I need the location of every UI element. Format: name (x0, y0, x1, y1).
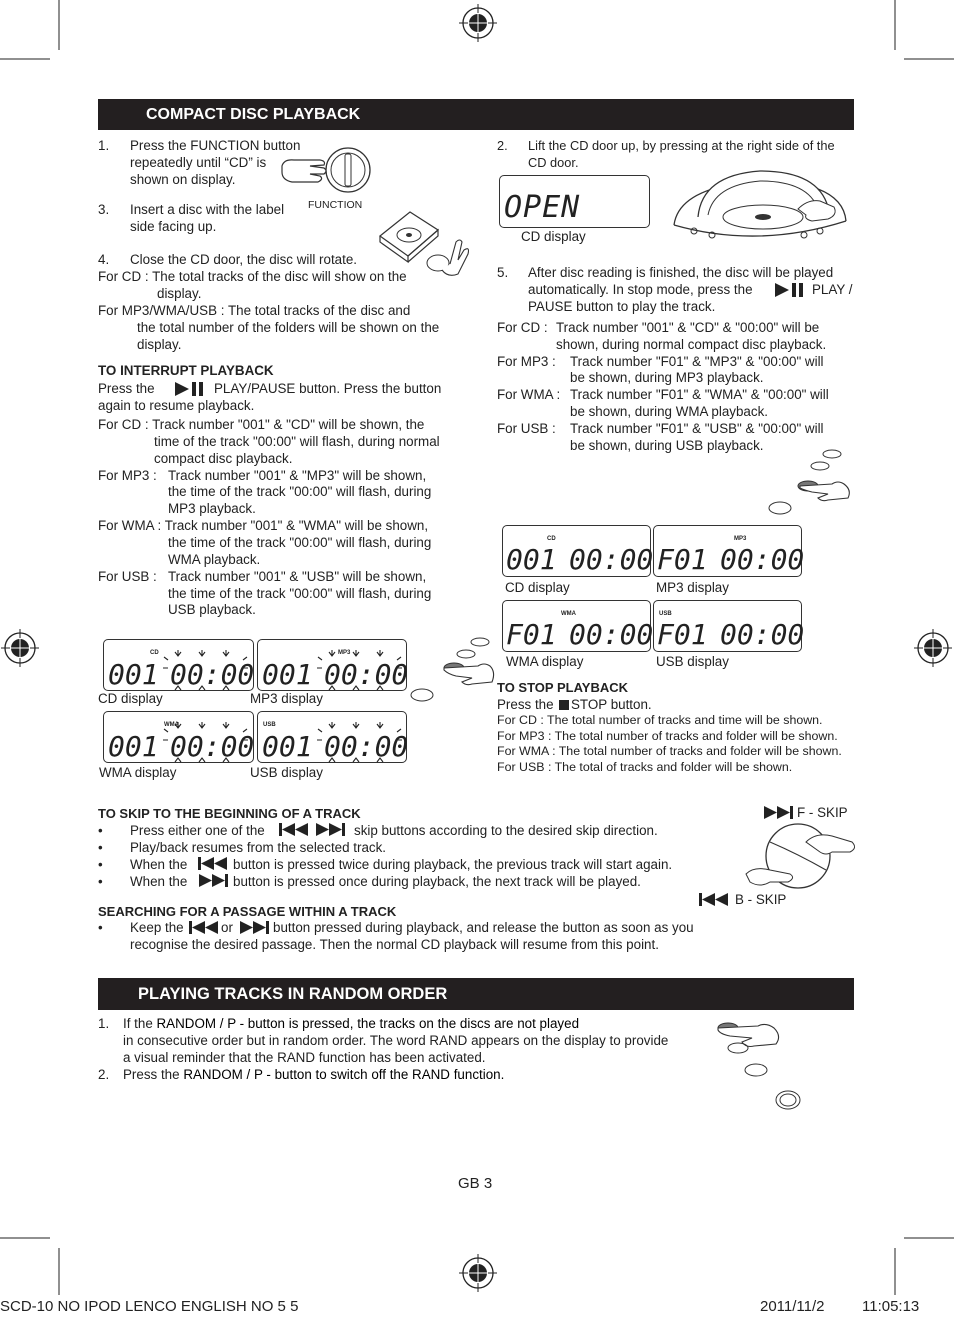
section-header-random-order: PLAYING TRACKS IN RANDOM ORDER (98, 978, 854, 1010)
flash-marks (258, 640, 408, 692)
lcd-track: 001 (108, 730, 159, 763)
note-label: For USB : (497, 421, 556, 436)
note-label: For MP3 : (497, 354, 556, 369)
step-text-part: RANDOM / P - button to switch off the RAND function. (183, 1067, 505, 1082)
lcd-mp3-flashing (257, 639, 407, 691)
lcd-caption: WMA display (506, 654, 584, 669)
note-text: For CD : The total number of tracks and time will be shown. (497, 713, 823, 727)
note-text: For MP3/WMA/USB : The total tracks of the disc and (98, 303, 411, 318)
flash-marks (104, 640, 255, 692)
step-number: 4. (98, 252, 110, 267)
lcd-time: 00:00 (170, 730, 255, 763)
lcd-time: 00:00 (324, 730, 409, 763)
registration-mark-right (914, 629, 952, 667)
lcd-caption: CD display (98, 691, 163, 706)
skip-knob-hand-icon (740, 818, 858, 894)
lcd-caption: CD display (521, 229, 586, 244)
step-text: automatically. In stop mode, press the (528, 282, 753, 297)
step-text-part: Press the (123, 1067, 180, 1082)
registration-mark-bottom (459, 1254, 497, 1292)
hand-press-button-icon (706, 1018, 802, 1114)
step-text: Lift the CD door up, by pressing at the right side of the (528, 138, 835, 153)
skip-back-icon (698, 892, 730, 907)
lcd-indicator: CD (150, 650, 159, 656)
note-text: Track number "F01" & "MP3" & "00:00" will (570, 354, 824, 369)
hand-press-button-icon (766, 448, 856, 520)
step-text: shown on display. (130, 172, 236, 187)
subheading-stop-playback: TO STOP PLAYBACK (497, 680, 628, 695)
note-label: For CD : (497, 320, 548, 335)
bullet-text: button is pressed twice during playback, the previous track will start again. (233, 857, 673, 872)
bullet-text: skip buttons according to the desired skip direction. (354, 823, 658, 838)
bullet-text: Play/back resumes from the selected track. (130, 840, 387, 855)
step-text: PLAY / (812, 282, 853, 297)
step-text: Insert a disc with the label (130, 202, 285, 217)
note-text: WMA playback. (168, 552, 261, 567)
body-text: PLAY/PAUSE button. Press the button (214, 381, 442, 396)
b-skip-label: B - SKIP (735, 892, 787, 907)
note-text: Track number "001" & "USB" will be shown, (168, 569, 427, 584)
footer-time: 11:05:13 (862, 1298, 920, 1315)
lcd-indicator: WMA (164, 722, 179, 728)
step-text-part: If the (123, 1016, 153, 1031)
lcd-indicator: CD (547, 536, 556, 542)
step-number: 1. (98, 138, 110, 153)
bullet: • (98, 857, 103, 872)
bullet-text: or (221, 920, 233, 935)
lcd-track: F01 (657, 543, 708, 576)
stop-icon (559, 700, 569, 710)
step-text: CD door. (528, 155, 579, 170)
step-text: After disc reading is finished, the disc will be played (528, 265, 834, 280)
skip-back-icon (188, 920, 220, 935)
note-text: be shown, during WMA playback. (570, 404, 768, 419)
note-text: Track number "001" & "MP3" will be shown, (168, 468, 427, 483)
step-text: side facing up. (130, 219, 217, 234)
lcd-wma-flashing (103, 711, 254, 763)
lcd-open (499, 175, 650, 228)
bullet: • (98, 840, 103, 855)
note-label: For WMA : (497, 387, 561, 402)
section-header-compact-disc-playback: COMPACT DISC PLAYBACK (98, 99, 854, 130)
hand-press-button-icon (408, 632, 498, 704)
subheading-search: SEARCHING FOR A PASSAGE WITHIN A TRACK (98, 904, 397, 919)
subheading-skip: TO SKIP TO THE BEGINNING OF A TRACK (98, 806, 361, 821)
lcd-time: 00:00 (569, 543, 654, 576)
step-text: Close the CD door, the disc will rotate. (130, 252, 357, 267)
bullet-text: recognise the desired passage. Then the normal CD playback will resume from this point. (130, 937, 659, 952)
skip-forward-icon (314, 822, 346, 837)
lcd-time: 00:00 (324, 658, 409, 691)
note-text: For WMA : The total number of tracks and folder will be shown. (497, 744, 842, 758)
bullet-text: Press either one of the (130, 823, 265, 838)
note-text: the time of the track "00:00" will flash, during (168, 484, 432, 499)
play-pause-icon (173, 381, 205, 397)
lcd-indicator: USB (263, 722, 276, 728)
step-number: 2. (98, 1067, 110, 1082)
lcd-track: 001 (262, 730, 313, 763)
note-text: MP3 playback. (168, 501, 256, 516)
registration-mark-top (459, 4, 497, 42)
body-text: STOP button. (571, 697, 652, 712)
step-number: 2. (497, 138, 508, 153)
flash-marks (104, 712, 255, 764)
lcd-caption: CD display (505, 580, 570, 595)
note-text: For MP3 : The total number of tracks and folder will be shown. (497, 729, 838, 743)
play-pause-icon (773, 282, 805, 298)
step-text-part: RANDOM / P - button is pressed, the tracks on the discs are not played (156, 1016, 580, 1031)
lcd-caption: USB display (250, 765, 323, 780)
bullet: • (98, 920, 103, 935)
step-text: Press the FUNCTION button (130, 138, 301, 153)
lcd-caption: USB display (656, 654, 729, 669)
lcd-indicator: MP3 (338, 650, 351, 656)
step-text: repeatedly until “CD” is (130, 155, 267, 170)
note-text: time of the track "00:00" will flash, during normal (154, 434, 440, 449)
lcd-time: 00:00 (720, 618, 805, 651)
note-text: Track number "F01" & "WMA" & "00:00" will (570, 387, 829, 402)
note-text: USB playback. (168, 602, 256, 617)
step-text (123, 1066, 504, 1083)
bullet-text: button is pressed once during playback, the next track will be played. (233, 874, 641, 889)
lcd-wma (502, 600, 654, 652)
flash-marks (258, 712, 408, 764)
subheading-interrupt-playback: TO INTERRUPT PLAYBACK (98, 363, 274, 378)
lcd-caption: WMA display (99, 765, 177, 780)
note-text: the total number of the folders will be shown on the (137, 320, 440, 335)
lcd-track: F01 (506, 618, 557, 651)
lcd-time: 00:00 (569, 618, 654, 651)
lcd-time: 00:00 (170, 658, 255, 691)
lcd-indicator: USB (659, 611, 672, 617)
footer-date: 2011/11/2 (760, 1298, 825, 1315)
note-text: the time of the track "00:00" will flash, during (168, 586, 432, 601)
note-text: compact disc playback. (154, 451, 293, 466)
bullet-text: When the (130, 874, 188, 889)
skip-forward-icon (197, 873, 229, 888)
note-text: shown, during normal compact disc playback. (556, 337, 827, 352)
bullet: • (98, 874, 103, 889)
body-text: again to resume playback. (98, 398, 255, 413)
note-text: be shown, during USB playback. (570, 438, 764, 453)
lcd-mp3 (653, 525, 805, 577)
lcd-cd-flashing (103, 639, 254, 691)
note-label: For MP3 : (98, 468, 157, 483)
skip-back-icon (278, 822, 310, 837)
body-text: Press the (98, 381, 155, 396)
skip-forward-icon (238, 920, 270, 935)
bullet-text: button pressed during playback, and release the button as soon as you (273, 920, 694, 935)
note-text: For CD : Track number "001" & "CD" will be shown, the (98, 417, 425, 432)
lcd-track: 001 (262, 658, 313, 691)
function-knob-hand-icon (280, 144, 372, 200)
registration-mark-left (1, 629, 39, 667)
lcd-caption: MP3 display (656, 580, 729, 595)
lcd-track: 001 (506, 543, 557, 576)
note-text: display. (137, 337, 182, 352)
lcd-track: F01 (657, 618, 708, 651)
page-number: GB 3 (458, 1175, 493, 1192)
step-number: 3. (98, 202, 110, 217)
bullet-text: When the (130, 857, 188, 872)
step-number: 5. (497, 265, 509, 280)
step-text: a visual reminder that the RAND function has been activated. (123, 1050, 486, 1065)
step-text: PAUSE button to play the track. (528, 299, 716, 314)
step-text: in consecutive order but in random order. The word RAND appears on the display to provide (123, 1033, 669, 1048)
skip-back-icon (197, 856, 229, 871)
note-text: display. (157, 286, 202, 301)
bullet: • (98, 823, 103, 838)
footer-file-name: SCD-10 NO IPOD LENCO ENGLISH NO 5 5 (0, 1298, 299, 1315)
lcd-indicator: WMA (561, 611, 576, 617)
note-text: be shown, during MP3 playback. (570, 370, 764, 385)
note-label: For USB : (98, 569, 157, 584)
note-text: Track number "001" & "CD" & "00:00" will be (556, 320, 820, 335)
lcd-track: 001 (108, 658, 159, 691)
note-text: For CD : The total tracks of the disc will show on the (98, 269, 407, 284)
step-text (123, 1015, 579, 1032)
lcd-usb-flashing (257, 711, 407, 763)
lcd-indicator: MP3 (734, 536, 747, 542)
note-text: the time of the track "00:00" will flash, during (168, 535, 432, 550)
bullet-text: Keep the (130, 920, 184, 935)
cd-player-door-icon (668, 165, 854, 245)
note-text: For USB : The total of tracks and folder will be shown. (497, 760, 793, 774)
f-skip-label: F - SKIP (797, 805, 848, 820)
lcd-time: 00:00 (720, 543, 805, 576)
step-number: 1. (98, 1016, 110, 1031)
lcd-open-text: OPEN (504, 190, 581, 225)
note-text: For WMA : Track number "001" & "WMA" will be shown, (98, 518, 429, 533)
function-label: FUNCTION (308, 199, 363, 211)
lcd-usb (653, 600, 805, 652)
lcd-caption: MP3 display (250, 691, 323, 706)
body-text: Press the (497, 697, 554, 712)
note-text: Track number "F01" & "USB" & "00:00" will (570, 421, 824, 436)
lcd-cd (502, 525, 654, 577)
